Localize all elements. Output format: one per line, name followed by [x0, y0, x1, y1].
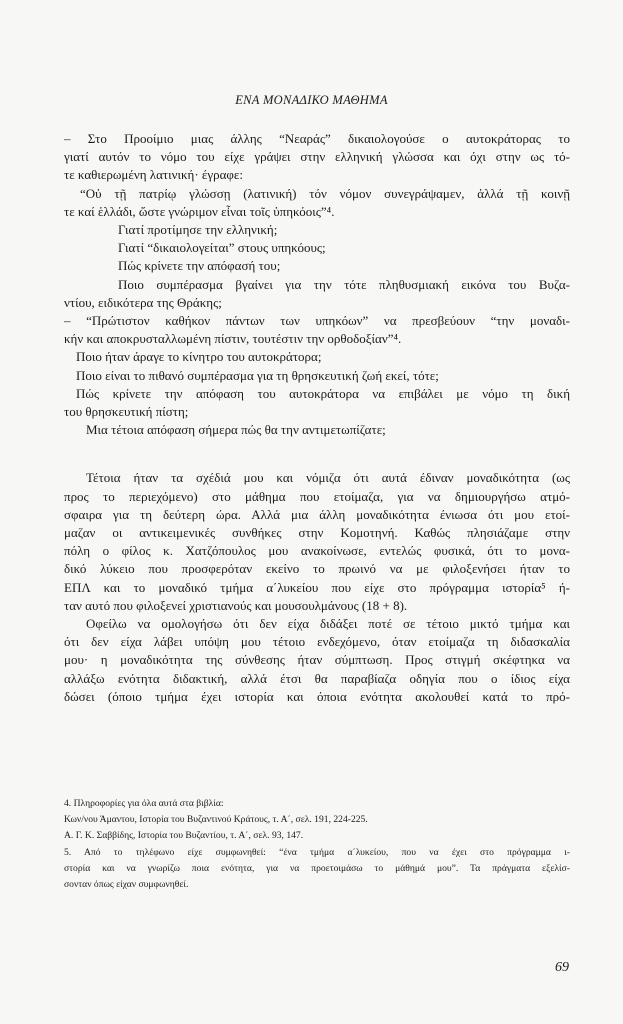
- question-line: Πώς κρίνετε την απόφαση του αυτοκράτορα να επιβάλει με νόμο τη δική: [76, 385, 570, 401]
- paragraph-line: Τέτοια ήταν τα σχέδιά μου και νόμιζα ότι αυτά έδιναν μοναδικότητα (ως: [86, 470, 570, 486]
- page-title: ΕΝΑ ΜΟΝΑΔΙΚΟ ΜΑΘΗΜΑ: [235, 93, 388, 107]
- paragraph-line: σφαιρα για τη δεύτερη ώρα. Αλλά μια άλλη μοναδικότητα ένιωσα ότι μου ετοί-: [64, 506, 570, 522]
- page-number: 69: [555, 960, 569, 975]
- paragraph-line: ΕΠΛ και το μοναδικό τμήμα α΄λυκείου που είχε στο πρόγραμμα ιστορία⁵ ή-: [64, 579, 570, 595]
- quote-line: τε καί ἑλλάδι, ὥστε γνώριμον εἶναι τοῖς ὑπηκόοις”⁴.: [64, 203, 335, 219]
- text-line: – Στο Προοίμιο μιας άλλης “Νεαράς” δικαιολογούσε ο αυτοκράτορας το: [64, 131, 570, 146]
- paragraph-line: μου· η μοναδικότητα της σύνθεσης ήταν σύμπτωση. Προς στιγμή σκέφτηκα να: [64, 652, 570, 668]
- question-line: Ποιο είναι το πιθανό συμπέρασμα για τη θρησκευτική ζωή εκεί, τότε;: [76, 367, 439, 383]
- footnote-line: 4. Πληροφορίες για όλα αυτά στα βιβλία:: [64, 798, 224, 809]
- question-line: Γιατί “δικαιολογείται” στους υπηκόους;: [118, 240, 326, 256]
- paragraph-line: δώσει (όποιο τμήμα έχει ιστορία και όποια ενότητα ακολουθεί κατά το πρό-: [64, 688, 570, 704]
- text-line: κήν και αποκρυσταλλωμένη πίστιν, τουτέστιν την ορθοδοξίαν”⁴.: [64, 331, 402, 347]
- quote-line: “Οὐ τῇ πατρίῳ γλώσσῃ (λατινική) τόν νόμον συνεγράψαμεν, ἀλλά τῇ κοινῇ: [80, 185, 570, 201]
- footnote-line: στορία και να γνωρίζω ποια ενότητα, για να προετοιμάσω το μάθημά μου”. Τα πράγματα εξελίσ-: [64, 862, 570, 874]
- paragraph-line: δικό λύκειο που προσφερόταν εκείνο το πρωινό να με φιλοξενήσει ήταν το: [64, 561, 570, 577]
- question-line: Ποιο ήταν άραγε το κίνητρο του αυτοκράτορα;: [76, 349, 322, 365]
- footnote-line: Κων/νου Άμαντου, Ιστορία του Βυζαντινού Κράτους, τ. Α΄, σελ. 191, 224-225.: [64, 814, 368, 826]
- paragraph-line: ταν αυτό που φιλοξενεί χριστιανούς και μουσουλμάνους (18 + 8).: [64, 597, 408, 613]
- question-line: ντίου, ειδικότερα της Θράκης;: [64, 294, 222, 310]
- paragraph-line: προς το περιεχόμενο) στο μάθημα που ετοίμαζα, για να δημιουργήσω ατμό-: [64, 488, 570, 504]
- question-line: Γιατί προτίμησε την ελληνική;: [118, 222, 278, 238]
- body-text: [64, 130, 570, 706]
- question-line: του θρησκευτική πίστη;: [64, 404, 189, 420]
- question-line: Πώς κρίνετε την απόφασή του;: [118, 258, 281, 274]
- footnote-line: 5. Από το τηλέφωνο είχε συμφωνηθεί: “ένα τμήμα α΄λυκείου, που να έχει στο πρόγραμμα ι-: [64, 846, 570, 858]
- paragraph-line: αλλάξω ενότητα διδακτική, αλλά έτσι θα παραβίαζα οδηγία που ο ίδιος είχα: [64, 670, 570, 686]
- paragraph-line: Οφείλω να ομολογήσω ότι δεν είχα διδάξει ποτέ σε τέτοιο μικτό τμήμα και: [86, 616, 570, 632]
- paragraph-line: πόλη ο φίλος κ. Χατζόπουλος μου ανακοίνωσε, εντελώς φυσικά, ότι το μονα-: [64, 543, 570, 559]
- question-line: Μια τέτοια απόφαση σήμερα πώς θα την αντιμετωπίζατε;: [86, 422, 386, 438]
- paragraph-line: μαζαν οι αντικειμενικές συνθήκες στην Κομοτηνή. Καθώς πλησιάζαμε στην: [64, 525, 570, 541]
- text-line: γιατί αυτόν το νόμο του είχε γράψει στην ελληνική γλώσσα και όχι στην ως τό-: [64, 149, 570, 165]
- footnotes: [64, 796, 570, 893]
- footnote-line: Α. Γ. Κ. Σαββίδης, Ιστορία του Βυζαντίου, τ. Α΄, σελ. 93, 147.: [64, 830, 304, 842]
- text-line: – “Πρώτιστον καθήκον πάντων των υπηκόων” να πρεσβεύουν “την μοναδι-: [64, 313, 570, 329]
- text-line: τε καθιερωμένη λατινική· έγραφε:: [64, 167, 243, 183]
- question-line: Ποιο συμπέρασμα βγαίνει για την τότε πληθυσμιακή εικόνα του Βυζα-: [118, 276, 570, 292]
- paragraph-line: ότι δεν είχα λάβει υπόψη μου τέτοιο ενδεχόμενο, όταν ετοίμαζα τη διδασκαλία: [64, 634, 570, 650]
- footnote-line: σονταν όπως είχαν συμφωνηθεί.: [64, 879, 189, 891]
